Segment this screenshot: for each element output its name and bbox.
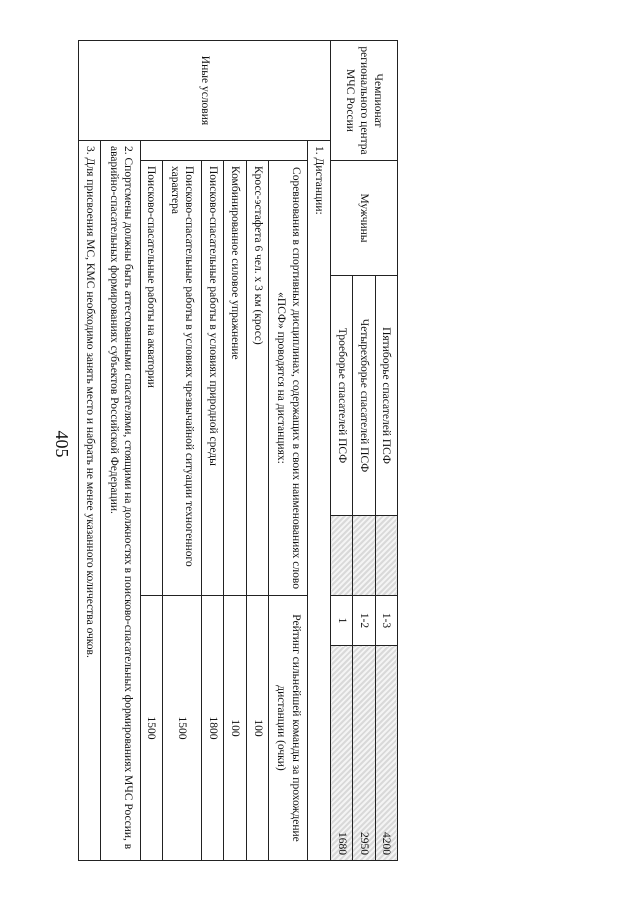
conditions-label: Иные условия xyxy=(79,41,331,141)
indent-spacer xyxy=(140,141,308,161)
distances-title: 1. Дистанции: xyxy=(308,141,330,861)
gender-label: Мужчины xyxy=(330,161,397,276)
event-name: Четырехборье спасателей ПСФ xyxy=(353,276,375,516)
note-athletes: 2. Спортсмены должны быть аттестованными спасателями, стоящими на должностях в поисково-спасательных формированиях МЧС России, в аварийно-спасательных формированиях субъектов Российской Федерации. xyxy=(101,141,140,861)
table-row xyxy=(269,41,308,861)
distance-name: Комбинированное силовое упражнение xyxy=(224,161,246,596)
rotated-page-content xyxy=(78,40,398,860)
event-rank: 1 xyxy=(330,596,352,646)
shaded-cell xyxy=(375,516,397,596)
table-row xyxy=(375,41,397,861)
event-rank: 1-2 xyxy=(353,596,375,646)
distance-name: Поисково-спасательные работы в условиях природной среды xyxy=(202,161,224,596)
event-name: Пятиборье спасателей ПСФ xyxy=(375,276,397,516)
competitions-text: Соревнования в спортивных дисциплинах, содержащих в своих наименованиях слово «ПСФ» проводятся на дистанциях: xyxy=(269,161,308,596)
requirements-table xyxy=(78,40,398,861)
page-number: 405 xyxy=(52,430,72,458)
event-points: 2950 xyxy=(353,646,375,861)
table-row xyxy=(246,41,268,861)
table-row xyxy=(162,41,201,861)
event-points: 4200 xyxy=(375,646,397,861)
distance-points: 1800 xyxy=(202,596,224,861)
event-rank: 1-3 xyxy=(375,596,397,646)
distance-points: 100 xyxy=(246,596,268,861)
table-row xyxy=(224,41,246,861)
event-points: 1680 xyxy=(330,646,352,861)
distance-name: Поисково-спасательные работы на акватории xyxy=(140,161,162,596)
note-ranks: 3. Для присвоения МС, КМС необходимо занять место и набрать не менее указанного количества очков. xyxy=(79,141,101,861)
distance-name: Кросс-эстафета 6 чел. х 3 км (кросс) xyxy=(246,161,268,596)
distance-points: 1500 xyxy=(162,596,201,861)
championship-title: Чемпионат регионального центра МЧС России xyxy=(330,41,397,161)
table-row xyxy=(308,41,330,861)
distance-points: 100 xyxy=(224,596,246,861)
event-name: Троеборье спасателей ПСФ xyxy=(330,276,352,516)
table-row xyxy=(202,41,224,861)
shaded-cell xyxy=(330,516,352,596)
table-row xyxy=(79,41,101,861)
table-row xyxy=(101,41,140,861)
table-row xyxy=(140,41,162,861)
rating-header: Рейтинг сильнейшей команды за прохождение дистанции (очки) xyxy=(269,596,308,861)
distance-points: 1500 xyxy=(140,596,162,861)
shaded-cell xyxy=(353,516,375,596)
distance-name: Поисково-спасательные работы в условиях чрезвычайной ситуации техногенного характера xyxy=(162,161,201,596)
